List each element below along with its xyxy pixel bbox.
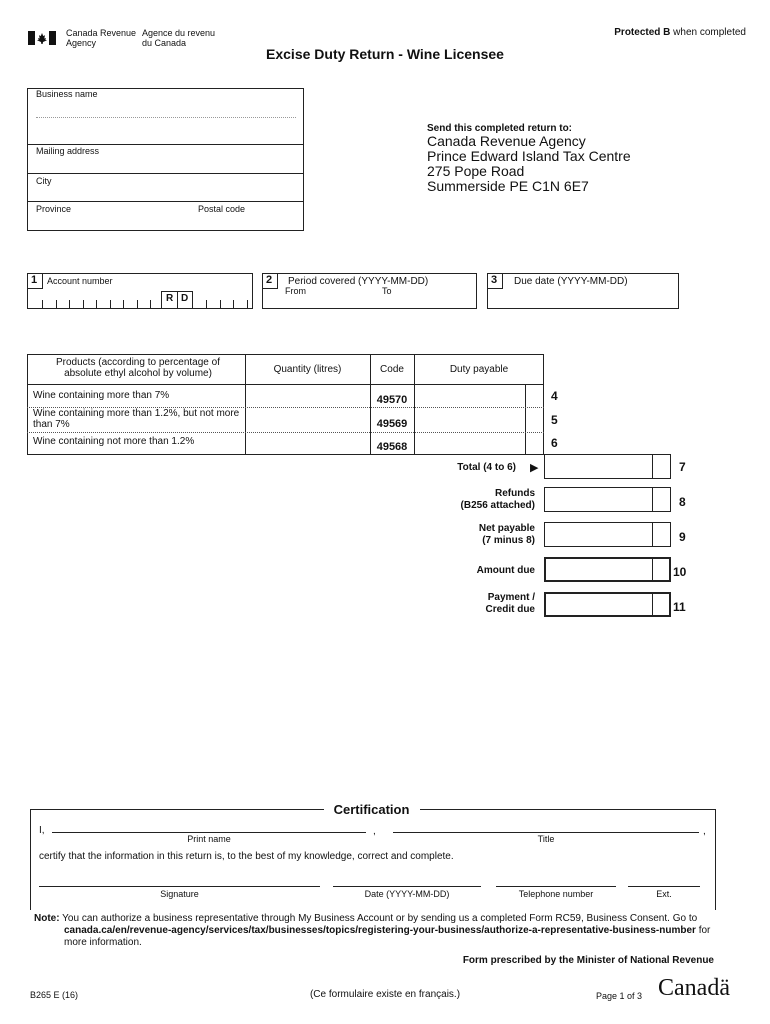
cents-divider	[652, 522, 653, 547]
account-digit-tick	[123, 300, 124, 308]
line-number-7: 7	[679, 460, 686, 474]
account-digit-tick	[233, 300, 234, 308]
payment-credit-label	[400, 592, 535, 616]
agency-en-line1: Canada Revenue	[66, 28, 137, 38]
divider	[27, 201, 304, 202]
refunds-input[interactable]	[546, 489, 650, 510]
page-number: Page 1 of 3	[596, 991, 643, 1001]
note-text-1: You can authorize a business representative through My Business Account or by sending us a completed Form RC59, Business Consent. Go to	[62, 913, 698, 924]
net-label-2: (7 minus 8)	[482, 535, 535, 546]
title-input[interactable]	[395, 816, 697, 831]
certify-text: certify that the information in this return is, to the best of my knowledge, correct and complete.	[39, 851, 454, 862]
city-label: City	[36, 176, 52, 186]
date-label: Date (YYYY-MM-DD)	[364, 889, 450, 899]
duty-input-row3[interactable]	[417, 434, 523, 454]
refunds-label	[400, 488, 535, 512]
payment-label-2: Credit due	[485, 604, 535, 615]
agency-fr-line1: Agence du revenu	[142, 28, 216, 38]
total-input[interactable]	[546, 456, 650, 477]
total-label: Total (4 to 6)	[457, 462, 516, 473]
cert-comma-2: ,	[703, 826, 706, 837]
line-number-5: 5	[551, 413, 558, 427]
period-covered-label: Period covered (YYYY-MM-DD)	[288, 276, 429, 287]
amount-due-input[interactable]	[547, 560, 650, 579]
account-digit-tick	[83, 300, 84, 308]
code-row1: 49570	[376, 394, 408, 406]
note-text-2: for	[698, 925, 711, 936]
account-digit-tick	[137, 300, 138, 308]
line-number-10: 10	[673, 565, 687, 579]
col-code-header: Code	[380, 364, 404, 375]
send-to-line2: Prince Edward Island Tax Centre	[427, 148, 631, 164]
header-divider	[27, 384, 544, 385]
code-row2: 49569	[376, 418, 408, 430]
account-digit-tick	[206, 300, 207, 308]
protected-strong: Protected B	[614, 27, 671, 38]
send-to-line4: Summerside PE C1N 6E7	[427, 178, 589, 194]
postal-code-input[interactable]	[196, 215, 300, 229]
mailing-address-label: Mailing address	[36, 146, 100, 156]
net-label-1: Net payable	[478, 523, 535, 534]
line-number-9: 9	[679, 530, 686, 544]
account-number-label: Account number	[47, 276, 113, 286]
cents-divider	[652, 454, 653, 479]
business-name-dotted-line	[36, 117, 296, 118]
payment-credit-input[interactable]	[547, 595, 650, 614]
row-label: Wine containing more than 1.2%, but not more than 7%	[33, 408, 240, 430]
line-number-6: 6	[551, 436, 558, 450]
box2-number: 2	[266, 274, 273, 286]
rd-d: D	[181, 293, 189, 304]
canada-wordmark: Canadä	[658, 975, 730, 1001]
ext-input[interactable]	[630, 868, 698, 885]
from-label: From	[285, 286, 306, 296]
signature-line	[39, 886, 320, 887]
note-link-line	[64, 925, 744, 937]
protected-rest: when completed	[673, 27, 746, 38]
agency-en-line2: Agency	[66, 38, 97, 48]
title-label: Title	[537, 834, 555, 844]
cert-i: I,	[39, 825, 45, 836]
cert-comma-1: ,	[373, 826, 376, 837]
line-number-8: 8	[679, 495, 686, 509]
col-divider	[525, 384, 526, 455]
business-name-label: Business name	[36, 89, 98, 99]
date-line	[333, 886, 481, 887]
account-digit-tick	[96, 300, 97, 308]
ext-line	[628, 886, 700, 887]
account-digit-tick	[42, 300, 43, 308]
telephone-label: Telephone number	[518, 889, 594, 899]
note-label: Note:	[34, 913, 60, 924]
col-quantity-header: Quantity (litres)	[273, 364, 342, 375]
quantity-input-row3[interactable]	[248, 434, 368, 454]
col-products-header: Products (according to percentage of absolute ethyl alcohol by volume)	[56, 357, 220, 379]
row-label: Wine containing more than 7%	[33, 390, 170, 401]
business-name-input-1[interactable]	[30, 100, 300, 115]
divider	[27, 144, 304, 145]
gov-flag-icon	[28, 31, 56, 45]
print-name-line	[52, 832, 366, 833]
signature-input[interactable]	[41, 868, 318, 885]
print-name-input[interactable]	[54, 816, 364, 831]
rd-r: R	[166, 293, 174, 304]
payment-label-1: Payment /	[487, 592, 535, 603]
note-text-3: more information.	[64, 937, 142, 948]
send-to-address	[427, 134, 631, 194]
postal-code-label: Postal code	[198, 204, 246, 214]
account-digit-tick	[247, 300, 248, 308]
cents-divider	[652, 557, 653, 582]
duty-input-row2[interactable]	[417, 409, 523, 431]
note-link[interactable]: canada.ca/en/revenue-agency/services/tax/businesses/topics/registering-your-business/authorize-a-representative-business-number	[64, 925, 696, 936]
protected-notice	[614, 27, 746, 38]
cents-divider	[652, 592, 653, 617]
refunds-label-1: Refunds	[495, 488, 535, 499]
certification-title: Certification	[333, 802, 410, 817]
line-number-11: 11	[673, 600, 686, 614]
account-digit-tick	[69, 300, 70, 308]
telephone-input[interactable]	[498, 868, 614, 885]
net-payable-label	[400, 523, 535, 547]
divider	[27, 173, 304, 174]
refunds-label-2: (B256 attached)	[460, 500, 535, 511]
telephone-line	[496, 886, 616, 887]
form-prescribed: Form prescribed by the Minister of National Revenue	[462, 955, 714, 966]
send-to-line1: Canada Revenue Agency	[427, 133, 586, 149]
period-from-input[interactable]	[266, 296, 366, 308]
cents-divider	[652, 487, 653, 512]
ext-label: Ext.	[656, 889, 672, 899]
quantity-input-row1[interactable]	[248, 386, 368, 406]
account-digit-tick	[110, 300, 111, 308]
business-name-input-2[interactable]	[30, 119, 300, 143]
row-label: Wine containing not more than 1.2%	[33, 436, 195, 447]
box3-number: 3	[491, 274, 498, 286]
title-line	[393, 832, 699, 833]
form-id: B265 E (16)	[30, 990, 79, 1000]
period-to-input[interactable]	[374, 296, 474, 308]
line-number-4: 4	[551, 389, 558, 403]
province-label: Province	[36, 204, 72, 214]
duty-input-row1[interactable]	[417, 386, 523, 406]
agency-fr-line2: du Canada	[142, 38, 187, 48]
rd-divider	[177, 291, 178, 309]
city-input[interactable]	[30, 187, 300, 200]
date-input[interactable]	[335, 868, 479, 885]
total-arrow-icon: ▶	[530, 462, 539, 474]
account-number-input[interactable]	[29, 292, 251, 307]
col-duty-header: Duty payable	[449, 364, 509, 375]
box1-number: 1	[31, 274, 38, 286]
signature-label: Signature	[160, 889, 199, 899]
note-block	[34, 913, 724, 925]
due-date-input[interactable]	[506, 292, 676, 306]
net-payable-input[interactable]	[546, 524, 650, 545]
french-notice: (Ce formulaire existe en français.)	[309, 989, 461, 1000]
account-number-baseline	[27, 308, 253, 309]
code-row3: 49568	[376, 441, 408, 453]
amount-due-label: Amount due	[476, 565, 535, 576]
quantity-input-row2[interactable]	[248, 409, 368, 431]
row-divider	[27, 432, 544, 433]
to-label: To	[382, 286, 392, 296]
account-digit-tick	[150, 300, 151, 308]
province-input[interactable]	[30, 215, 190, 229]
send-to-label: Send this completed return to:	[427, 123, 573, 134]
account-digit-tick	[220, 300, 221, 308]
account-digit-tick	[56, 300, 57, 308]
agency-name-en	[66, 28, 136, 48]
mailing-address-input[interactable]	[30, 157, 300, 172]
send-to-line3: 275 Pope Road	[427, 163, 525, 179]
print-name-label: Print name	[187, 834, 231, 844]
due-date-label: Due date (YYYY-MM-DD)	[514, 276, 628, 287]
agency-name-fr	[142, 28, 215, 48]
page-title: Excise Duty Return - Wine Licensee	[266, 46, 504, 62]
